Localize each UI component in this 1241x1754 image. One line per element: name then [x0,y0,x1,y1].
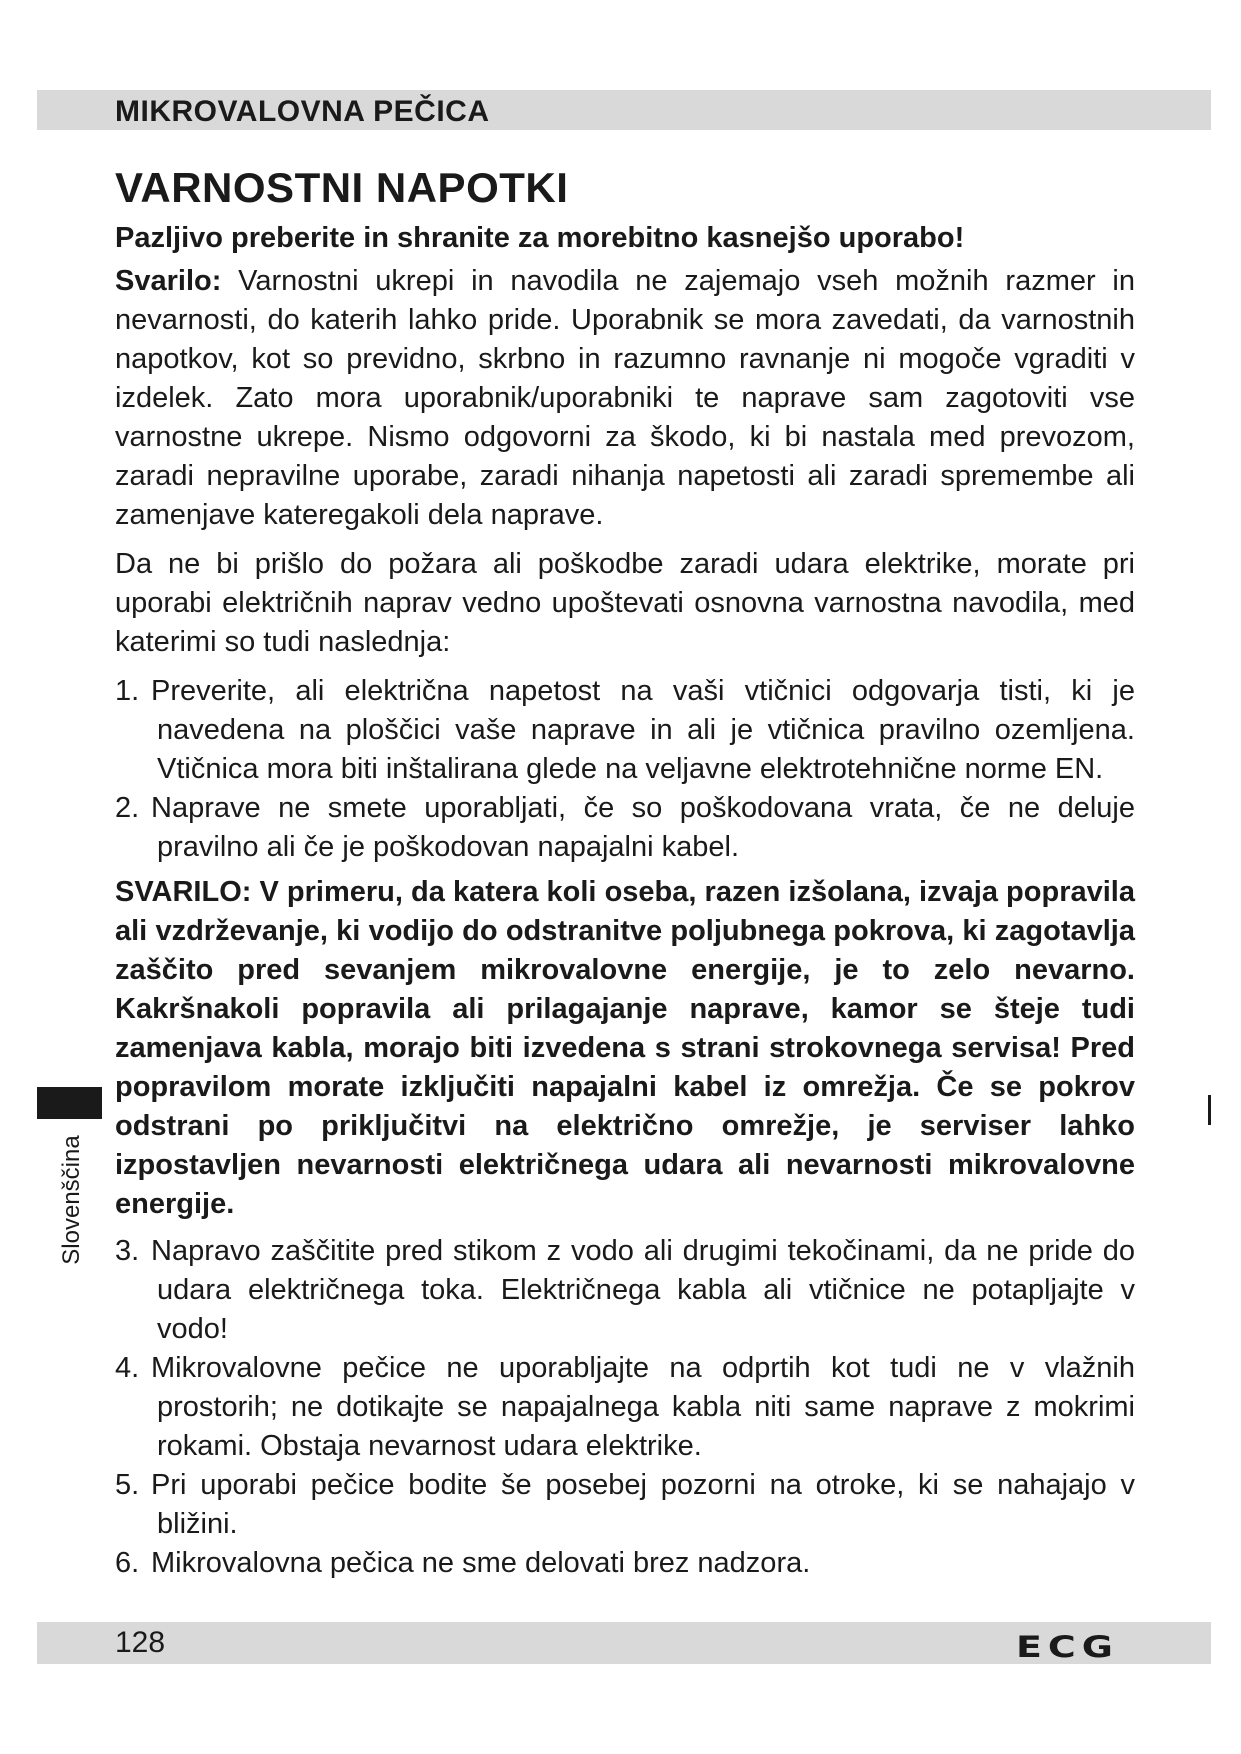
list-item [115,1349,1135,1466]
list-item [115,1232,1135,1349]
language-tab-marker [37,1087,102,1119]
list-item [115,789,1135,867]
list-item [115,1466,1135,1544]
language-label: Slovenščina [58,1135,85,1265]
intro-text: Varnostni ukrepi in navodila ne zajemajo vseh možnih razmer in nevarnosti, do katerih lahko pride. Uporabnik se mora zavedati, da varnostnih napotkov, kot so previdno, skrbno in razumno ravnanje ni mogoče vgraditi v izdelek. Zato mora uporabnik/uporabniki te naprave sam zagotoviti vse varnostne ukrepe. Nismo odgovorni za škodo, ki bi nastala med prevozom, zaradi nepravilne uporabe, zaradi nihanja napetosti ali zaradi spremembe ali zamenjave kateregakoli dela naprave. [115,265,1135,531]
list-item [115,1544,1135,1583]
list-item-number: 2. [115,792,140,824]
general-instructions-paragraph: Da ne bi prišlo do požara ali poškodbe zaradi udara elektrike, morate pri uporabi električnih naprav vedno upoštevati osnovna varnostna navodila, med katerimi so tudi naslednja: [115,548,1135,658]
list-item-text: Pri uporabi pečice bodite še posebej pozorni na otroke, ki se nahajajo v bližini. [151,1469,1135,1540]
list-item-text: Preverite, ali električna napetost na vaši vtičnici odgovarja tisti, ki je navedena na ploščici vaše naprave in ali je vtičnica pravilno ozemljena. Vtičnica mora biti inštalirana glede na veljavne elektrotehnične norme EN. [151,675,1135,785]
warning-block: SVARILO: V primeru, da katera koli oseba, razen izšolana, izvaja popravila ali vzdrževanje, ki vodijo do odstranitve poljubnega pokrova, ki zagotavlja zaščito pred sevanjem mikrovalovne energije, je to zelo nevarno. Kakršnakoli popravila ali prilagajanje naprave, kamor se šteje tudi zamenjava kabla, morajo biti izvedena s strani strokovnega servisa! Pred popravilom morate izključiti napajalni kabel iz omrežja. Če se pokrov odstrani po priključitvi na električno omrežje, je serviser lahko izpostavljen nevarnosti električnega udara ali nevarnosti mikrovalovne energije. [115,876,1135,1220]
list-item-number: 6. [115,1547,140,1579]
header-title: MIKROVALOVNA PEČICA [115,95,490,128]
safety-list-b [115,1232,1135,1583]
header-bar [37,90,1211,130]
brand-logo: ECG [1015,1629,1119,1665]
page-title: VARNOSTNI NAPOTKI [115,164,569,211]
list-item-text: Naprave ne smete uporabljati, če so poškodovana vrata, če ne deluje pravilno ali če je poškodovan napajalni kabel. [151,792,1135,863]
footer-bar [37,1622,1211,1664]
list-item-text: Mikrovalovne pečice ne uporabljajte na odprtih kot tudi ne v vlažnih prostorih; ne dotikajte se napajalnega kabla niti same naprave z mokrimi rokami. Obstaja nevarnost udara elektrike. [151,1352,1135,1462]
list-item-number: 4. [115,1352,140,1384]
list-item-number: 1. [115,675,140,707]
main-content [115,160,1135,1589]
list-item-number: 3. [115,1235,140,1267]
list-item-text: Mikrovalovna pečica ne sme delovati brez nadzora. [151,1547,811,1579]
margin-mark [1208,1095,1211,1125]
list-item-text: Napravo zaščitite pred stikom z vodo ali drugimi tekočinami, da ne pride do udara električnega toka. Električnega kabla ali vtičnice ne potapljajte v vodo! [151,1235,1135,1345]
intro-lead: Svarilo: [115,265,222,297]
list-item [115,672,1135,789]
list-item-number: 5. [115,1469,140,1501]
page-number: 128 [115,1626,166,1659]
safety-list-a [115,672,1135,867]
intro-paragraph [115,262,1135,535]
subtitle: Pazljivo preberite in shranite za morebitno kasnejšo uporabo! [115,222,965,254]
